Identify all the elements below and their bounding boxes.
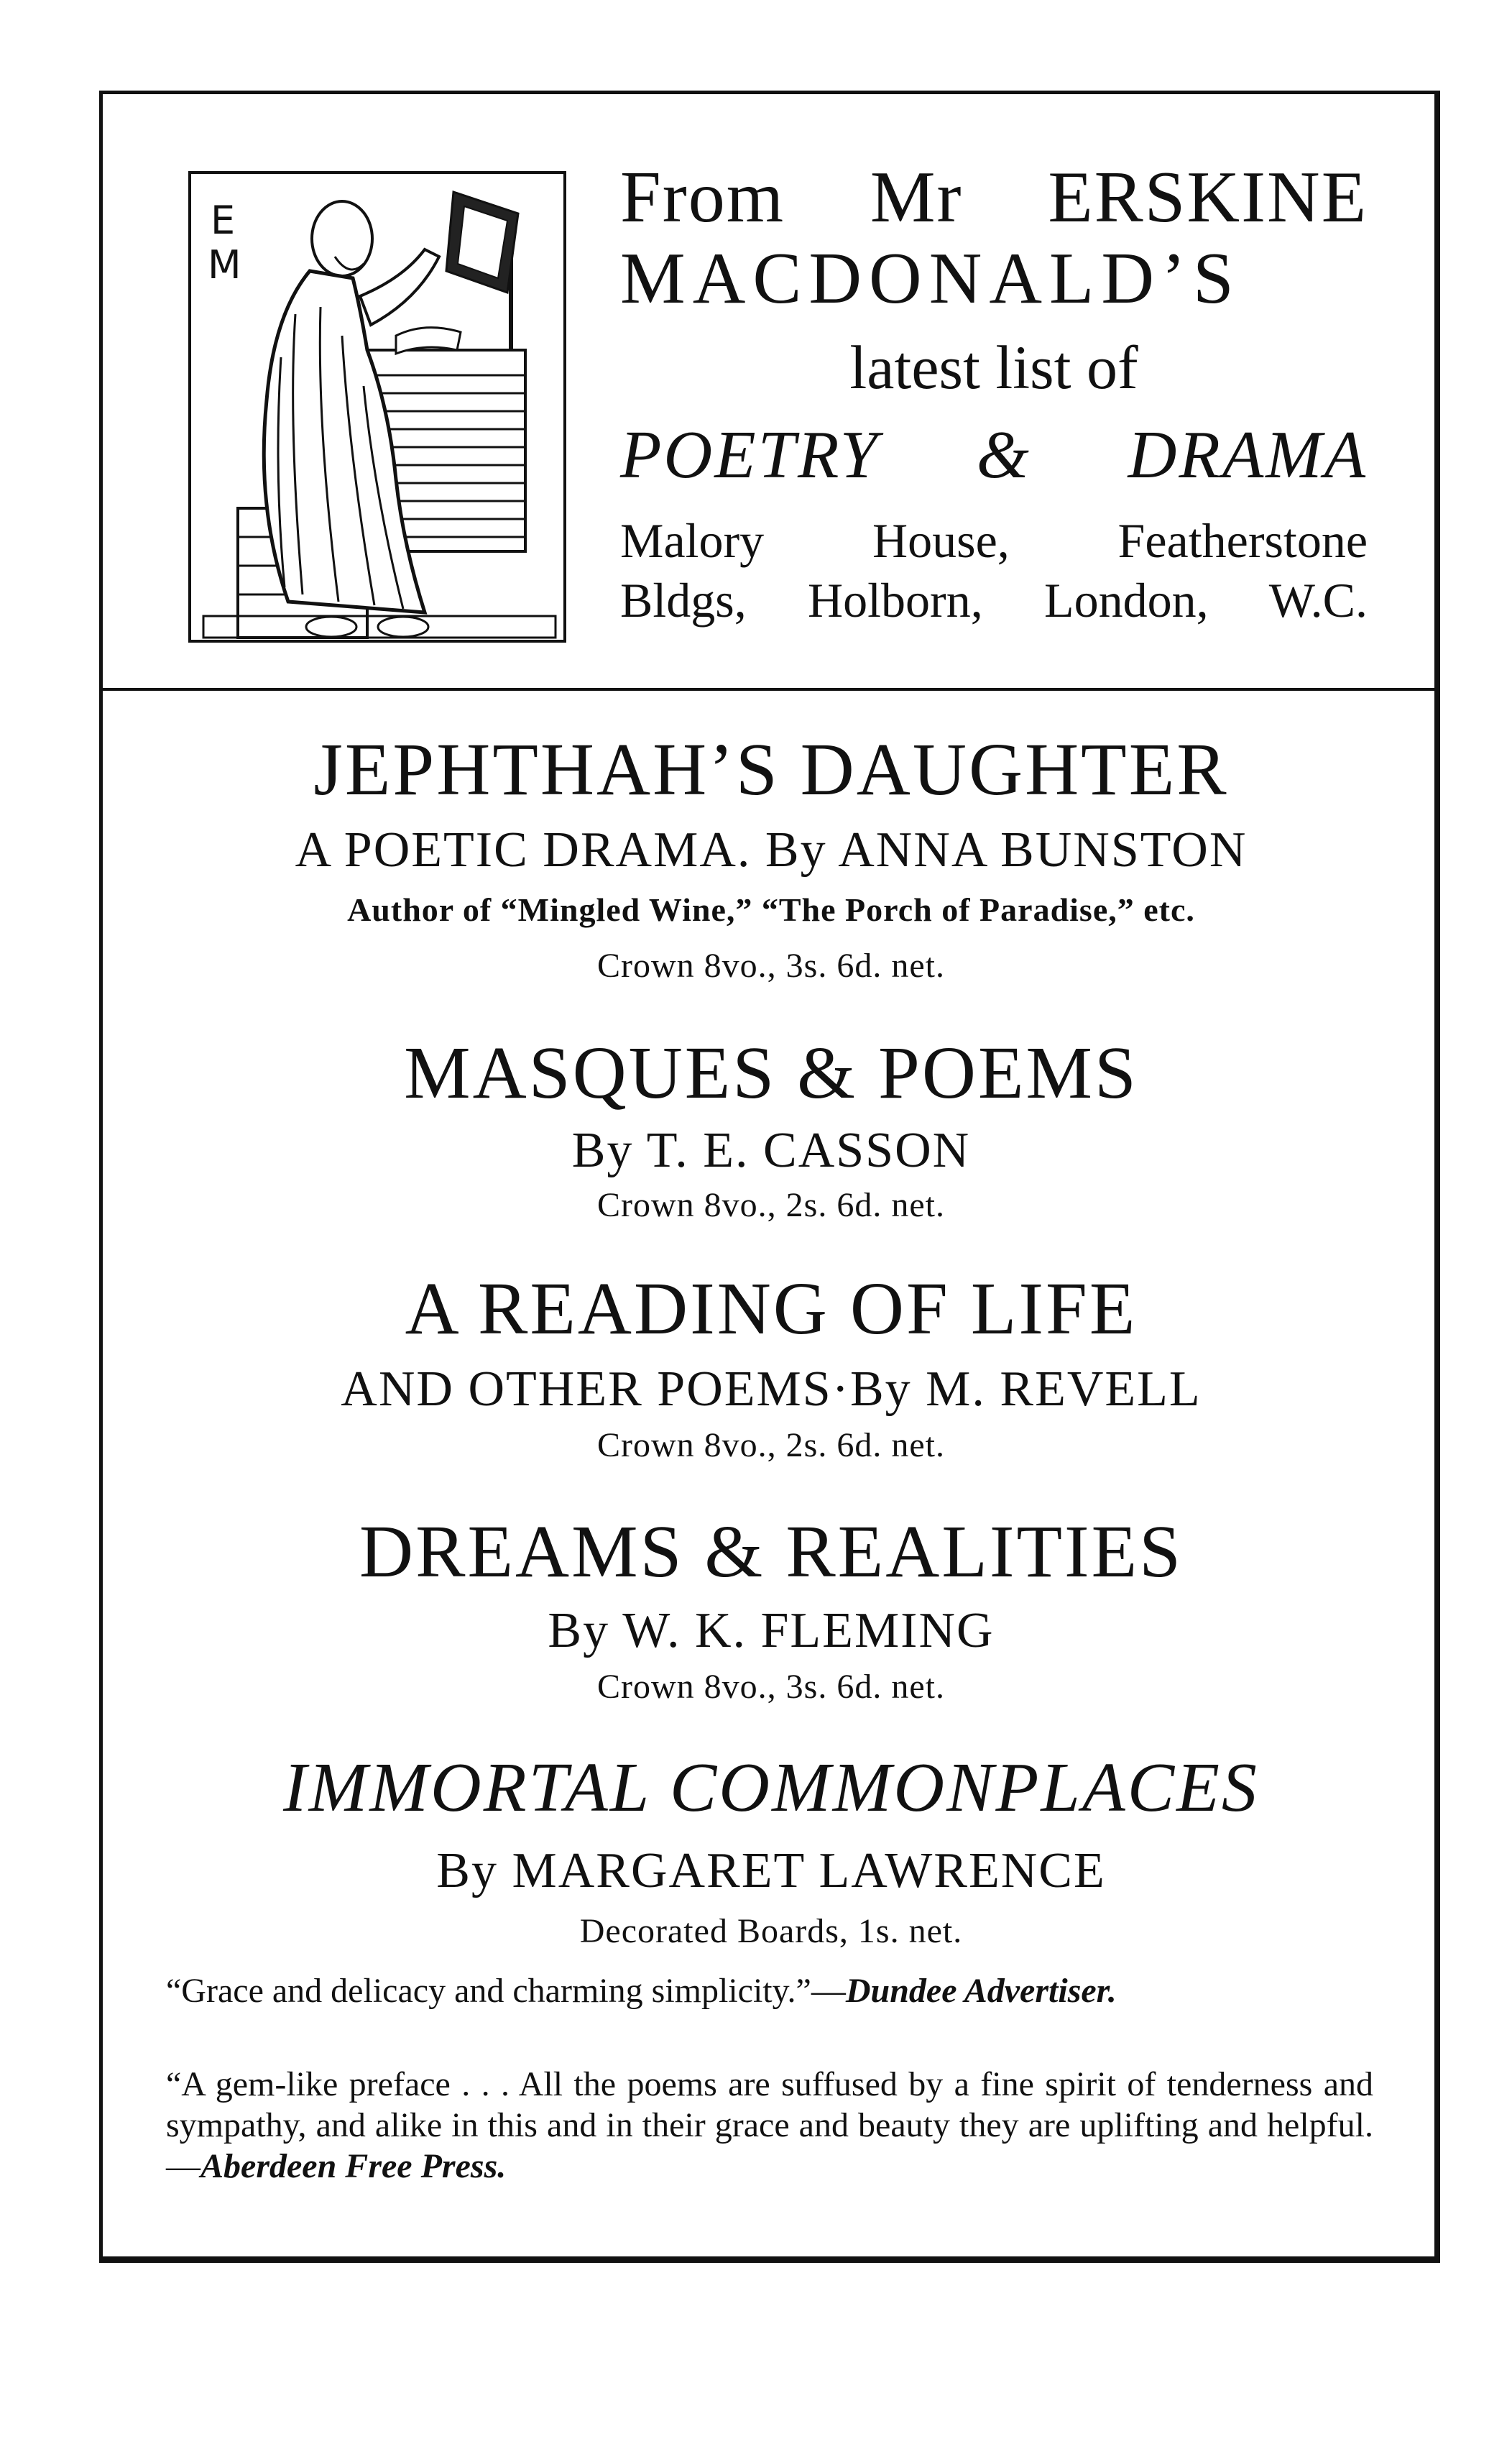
address-line-1: Malory House, Featherstone <box>620 513 1368 568</box>
review-text: “Grace and delicacy and charming simplicity.”— <box>166 1972 846 2010</box>
logo-letter-m: M <box>208 242 241 288</box>
book-title: JEPHTHAH’S DAUGHTER <box>313 728 1229 811</box>
header-divider <box>103 688 1434 691</box>
review-quote <box>166 1970 1373 2011</box>
publisher-header <box>103 94 1434 691</box>
advertisement-frame <box>99 91 1440 2263</box>
publisher-logo <box>188 170 568 645</box>
book-subtitle: By MARGARET LAWRENCE <box>436 1843 1106 1898</box>
book-title: DREAMS & REALITIES <box>359 1510 1183 1593</box>
book-subtitle: By T. E. CASSON <box>571 1123 971 1178</box>
book-price: Decorated Boards, 1s. net. <box>579 1912 963 1950</box>
header-line-3: latest list of <box>849 333 1138 402</box>
book-price: Crown 8vo., 3s. 6d. net. <box>597 1668 945 1706</box>
header-line-1: From Mr ERSKINE <box>620 157 1368 238</box>
review-source: Dundee Advertiser. <box>845 1972 1117 2010</box>
book-price: Crown 8vo., 2s. 6d. net. <box>597 1186 945 1224</box>
header-line-2: MACDONALD’S <box>620 238 1241 319</box>
review-quote <box>166 2064 1373 2187</box>
book-price: Crown 8vo., 3s. 6d. net. <box>597 947 945 985</box>
review-text: “A gem-like preface . . . All the poems are suffused by a fine spirit of tenderness and sympathy, and alike in this and in their grace and beauty they are uplifting and helpful.— <box>166 2065 1373 2185</box>
book-subtitle: AND OTHER POEMS·By M. REVELL <box>341 1361 1202 1417</box>
book-title: A READING OF LIFE <box>405 1267 1138 1350</box>
book-subtitle: A POETIC DRAMA. By ANNA BUNSTON <box>295 822 1248 878</box>
review-source: Aberdeen Free Press. <box>200 2147 507 2185</box>
book-title: IMMORTAL COMMONPLACES <box>283 1749 1259 1827</box>
address-line-2: Bldgs, Holborn, London, W.C. <box>620 573 1368 628</box>
logo-letter-e: E <box>211 198 236 243</box>
book-price: Crown 8vo., 2s. 6d. net. <box>597 1426 945 1464</box>
book-title: MASQUES & POEMS <box>404 1032 1138 1114</box>
header-line-4: POETRY & DRAMA <box>620 418 1368 492</box>
scribe-illustration <box>188 170 568 645</box>
book-author-note: Author of “Mingled Wine,” “The Porch of Paradise,” etc. <box>347 891 1195 928</box>
book-subtitle: By W. K. FLEMING <box>548 1603 995 1658</box>
